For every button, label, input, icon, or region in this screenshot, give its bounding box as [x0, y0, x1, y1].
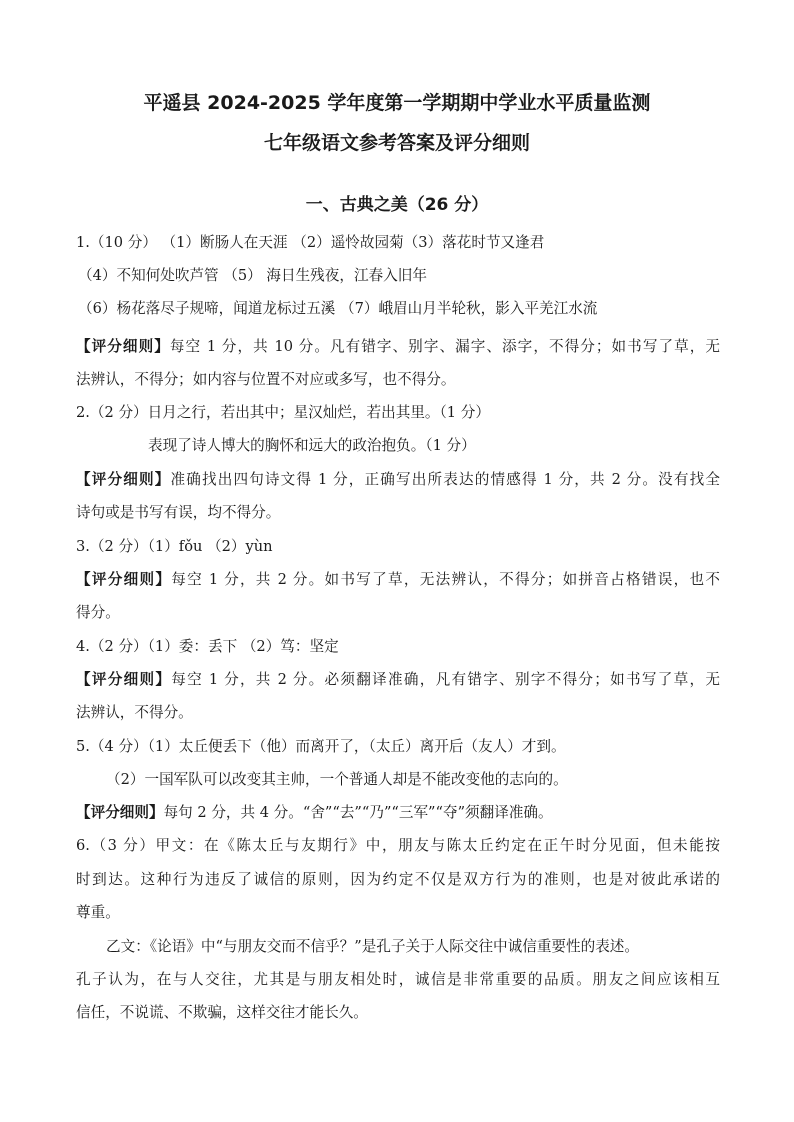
- q2-scoring-rule: [76, 470, 720, 490]
- scoring-rule-text: 准确找出四句诗文得 1 分，正确写出所表达的情感得 1 分，共 2 分。没有找全: [170, 471, 720, 488]
- q1-scoring-rule-cont: 法辨认，不得分；如内容与位置不对应或多写，也不得分。: [76, 371, 456, 388]
- scoring-rule-text: 每空 1 分，共 2 分。如书写了草，无法辨认，不得分；如拼音占格错误，也不: [171, 571, 720, 588]
- q4-answer-line: 4.（2 分）（1）委：丢下 （2）笃：坚定: [76, 638, 339, 655]
- q2-scoring-rule-cont: 诗句或是书写有误，均不得分。: [76, 504, 281, 521]
- scoring-rule-label: 【评分细则】: [76, 471, 171, 488]
- q6-answer-line: 时到达。这种行为违反了诚信的原则，因为约定不仅是双方行为的准则，也是对彼此承诺的: [76, 871, 720, 888]
- q6-answer-line: 乙文：《论语》中“与朋友交而不信乎？”是孔子关于人际交往中诚信重要性的表述。: [106, 938, 639, 955]
- q1-answer-line: 1.（10 分） （1）断肠人在天涯 （2）遥怜故园菊（3）落花时节又逢君: [76, 234, 545, 251]
- q2-answer-line: 2.（2 分）日月之行，若出其中；星汉灿烂，若出其里。（1 分）: [76, 404, 490, 421]
- q1-scoring-rule: [76, 337, 720, 357]
- q6-answer-line: 尊重。: [76, 904, 120, 921]
- q5-answer-line: 5.（4 分）（1）太丘便丢下（他）而离开了，（太丘）离开后（友人）才到。: [76, 738, 566, 755]
- scoring-rule-label: 【评分细则】: [76, 804, 164, 821]
- section-heading-classical: 一、古典之美（26 分）: [305, 195, 489, 215]
- scoring-rule-label: 【评分细则】: [76, 571, 172, 588]
- document-title: 平遥县 2024-2025 学年度第一学期期中学业水平质量监测: [143, 92, 651, 114]
- q3-answer-line: 3.（2 分）（1）fǒu （2）yùn: [76, 538, 273, 555]
- q4-scoring-rule-cont: 法辨认，不得分。: [76, 704, 193, 721]
- document-subtitle: 七年级语文参考答案及评分细则: [263, 132, 530, 154]
- scoring-rule-text: 每句 2 分，共 4 分。“舍”“去”“乃”“三军”“夺”须翻译准确。: [163, 804, 553, 821]
- q2-answer-line: 表现了诗人博大的胸怀和远大的政治抱负。（1 分）: [148, 437, 476, 454]
- q6-answer-line: 孔子认为，在与人交往，尤其是与朋友相处时，诚信是非常重要的品质。朋友之间应该相互: [76, 971, 720, 988]
- q3-scoring-rule-cont: 得分。: [76, 604, 120, 621]
- q5-answer-line: （2）一国军队可以改变其主帅，一个普通人却是不能改变他的志向的。: [106, 771, 568, 788]
- scoring-rule-label: 【评分细则】: [76, 671, 172, 688]
- q1-answer-line: （6）杨花落尽子规啼，闻道龙标过五溪 （7）峨眉山月半轮秋，影入平羌江水流: [78, 300, 598, 317]
- scoring-rule-text: 每空 1 分，共 10 分。凡有错字、别字、漏字、添字，不得分；如书写了草，无: [169, 338, 720, 355]
- q1-answer-line: （4）不知何处吹芦管 （5） 海日生残夜，江春入旧年: [78, 267, 427, 284]
- q6-answer-line: 6.（3 分）甲文：在《陈太丘与友期行》中，朋友与陈太丘约定在正午时分见面，但未能按: [76, 837, 720, 854]
- q3-scoring-rule: [76, 570, 720, 590]
- scoring-rule-text: 每空 1 分，共 2 分。必须翻译准确，凡有错字、别字不得分；如书写了草，无: [171, 671, 720, 688]
- q4-scoring-rule: [76, 670, 720, 690]
- q6-answer-line: 信任，不说谎、不欺骗，这样交往才能长久。: [76, 1004, 368, 1021]
- q5-scoring-rule: [76, 803, 720, 823]
- scoring-rule-label: 【评分细则】: [76, 338, 170, 355]
